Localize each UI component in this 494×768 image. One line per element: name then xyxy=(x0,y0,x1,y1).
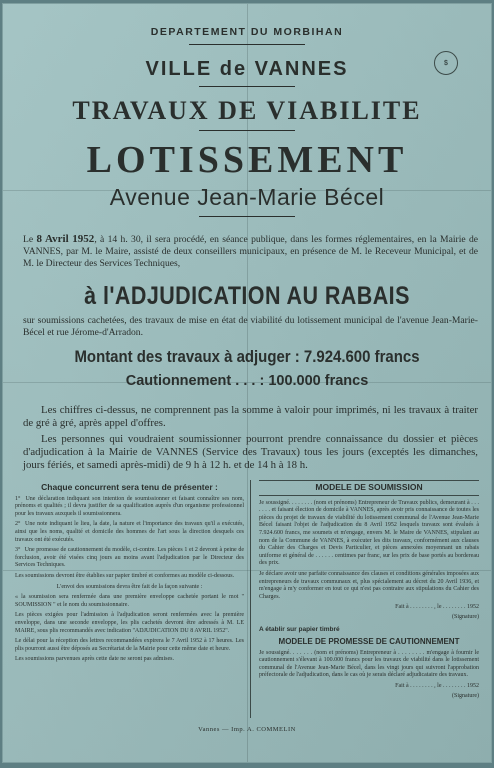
avenue-heading: Avenue Jean-Marie Bécel xyxy=(109,184,385,210)
text-block: Je soussigné. . . . . . . (nom et prénoms) Entrepreneur à . . . . . . . . m'engage à fournir le cautionnement s'élevant à 100.000 francs pour les travaux de viabilité dans le lotissement communal de l'Avenue Jean-Marie Bécel, dans les vingt jours qui suivront l'approbation préfectorale de l'adjudication, dans le cas où je serais déclaré adjudicataire des travaux. xyxy=(259,649,479,679)
text-block: L'envoi des soumissions devra être fait de la façon suivante : xyxy=(56,583,203,590)
stamp-note: A établir sur papier timbré xyxy=(259,625,340,633)
rule xyxy=(199,216,295,217)
requirements-heading: Chaque concurrent sera tenu de présenter : xyxy=(41,482,218,492)
tax-stamp-icon: $ xyxy=(434,51,458,75)
date-line: Fait à . . . . . . . . , le . . . . . . . . 1952 xyxy=(395,683,479,690)
caution-model-heading: MODELE DE PROMESSE DE CAUTIONNEMENT xyxy=(278,637,460,647)
submission-model-heading: MODELE DE SOUMISSION xyxy=(315,482,423,492)
signature-line: (Signature) xyxy=(452,692,479,699)
text-block: Le délai pour la réception des lettres recommandées expirera le 7 Avril 1952 à 17 heures. Les plis pourront aussi être déposés au Secrétariat de la Mairie pour cette même date et heure. xyxy=(15,638,244,652)
signature-line: (Signature) xyxy=(452,613,479,620)
list-item: 2° Une note indiquant le lieu, la date, la nature et l'importance des travaux qu'il a exécutés, ainsi que les noms, qualité et domicile des hommes de l'art sous la direction desquels ces travaux ont été exécutés. xyxy=(15,521,244,543)
department-heading: DEPARTEMENT DU MORBIHAN xyxy=(150,26,344,38)
page-title: LOTISSEMENT xyxy=(86,139,408,181)
list-item: 3° Une promesse de cautionnement du modèle, ci-contre. Les pièces 1 et 2 devront à peine de forclusion, avoir été visées cinq jours au moins avant l'adjudication par le Directeur des Services Techniques. xyxy=(15,547,244,569)
models-column xyxy=(259,480,479,702)
text-block: Je soussigné. . . . . . . . (nom et prénoms) Entrepreneur de Travaux publics, demeurant à . . . . . . . et faisant élection de domicile à VANNES, après avoir pris connaissance de toutes les pièces du projet de travaux de viabilité du lotissement communal de l'Avenue Jean-Marie Bécel faisant l'objet de l'adjudication du 8 Avril 1952 lesquels travaux sont évalués à 7.924.600 francs, me soumets et m'engage, envers M. le Maire de VANNES, stipulant au nom de la Commune de VANNES, à exécuter les dits travaux, conformément aux clauses du Cahier des Charges et Devis Particulier, et pièces annexées moyennant un rabais uniforme et général de . . . . . . centimes par franc, sur les prix de base portés au bordereau des prix. xyxy=(259,499,479,567)
notice-paragraph: Les chiffres ci-dessus, ne comprennent pas la somme à valoir pour imprimés, ni les travaux à traiter de gré à gré, après appel d'offres. xyxy=(23,404,478,429)
amount-line: Montant des travaux à adjuger : 7.924.600 francs xyxy=(74,347,420,366)
caution-label: Cautionnement . . . : xyxy=(125,373,265,389)
caution-value: 100.000 francs xyxy=(268,373,369,389)
list-item: 1° Une déclaration indiquant son intention de soumissionner et faisant connaître ses nom, prénoms et qualités ; il devra justifier de sa qualification auprès d'un organisme professionnel pour les travaux auxquels il soumissionnera. xyxy=(15,495,245,517)
adjudication-heading: à l'ADJUDICATION AU RABAIS xyxy=(84,282,410,310)
rule xyxy=(199,130,295,131)
caution-line xyxy=(3,373,491,389)
notice-paragraph: Les personnes qui voudraient soumissionner pourront prendre connaissance du dossier et pièces d'adjudication à la Mairie de VANNES (Service des Travaux) tous les jours (exceptés les dimanches, jours fériés, et samedi après-midi) de 9 h à 12 h. et de 14 h à 18 h. xyxy=(23,433,478,471)
text-block: Les pièces exigées pour l'admission à l'adjudication seront renfermées avec la première enveloppe, dans une seconde enveloppe, les plis cachetés devront être adressés à M. LE MAIRE, sous plis recommandés avec indication "ADJUDICATION DU 8 AVRIL 1952". xyxy=(15,612,244,634)
requirements-column xyxy=(15,484,244,667)
intro-paragraph: Le 8 Avril 1952, à 14 h. 30, il sera procédé, en séance publique, dans les formes réglementaires, en la Mairie de VANNES, par M. le Maire, assisté de deux conseillers municipaux, en présence de M. le Receveur Municipal, et de M. le Directeur des Services Techniques, xyxy=(23,233,478,269)
poster xyxy=(3,4,491,762)
works-heading: TRAVAUX DE VIABILITE xyxy=(72,96,422,125)
rule xyxy=(199,86,295,87)
date-line: Fait à . . . . . . . . , le . . . . . . . . 1952 xyxy=(395,604,479,611)
column-divider xyxy=(250,480,251,718)
text-block: Je déclare avoir une parfaite connaissance des clauses et conditions générales imposées aux entrepreneurs de travaux communaux et, plus spécialement au décret du 20 Avril 1936, et m'engage à m'y conformer en tout ce qui n'est pas contraire aux stipulations du Cahier des Charges. xyxy=(259,570,479,600)
subject-paragraph: sur soumissions cachetées, des travaux de mise en état de viabilité du lotissement municipal de l'avenue Jean-Marie-Bécel et rue Jérome-d'Arradon. xyxy=(23,315,478,338)
auction-date: 8 Avril 1952 xyxy=(36,233,95,245)
text-block: Les soumissions devront être établies sur papier timbré et conformes au modèle ci-dessous. xyxy=(15,572,235,579)
rule xyxy=(189,44,305,45)
printer-imprint: Vannes — Imp. A. COMMELIN xyxy=(198,726,296,733)
city-heading: VILLE de VANNES xyxy=(145,58,349,80)
text-block: Les soumissions parvenues après cette date ne seront pas admises. xyxy=(15,656,174,663)
text-block: « la soumission sera renfermée dans une première enveloppe cachetée portant le mot " SOUMISSION " et le nom du soumissionnaire. xyxy=(15,594,244,608)
